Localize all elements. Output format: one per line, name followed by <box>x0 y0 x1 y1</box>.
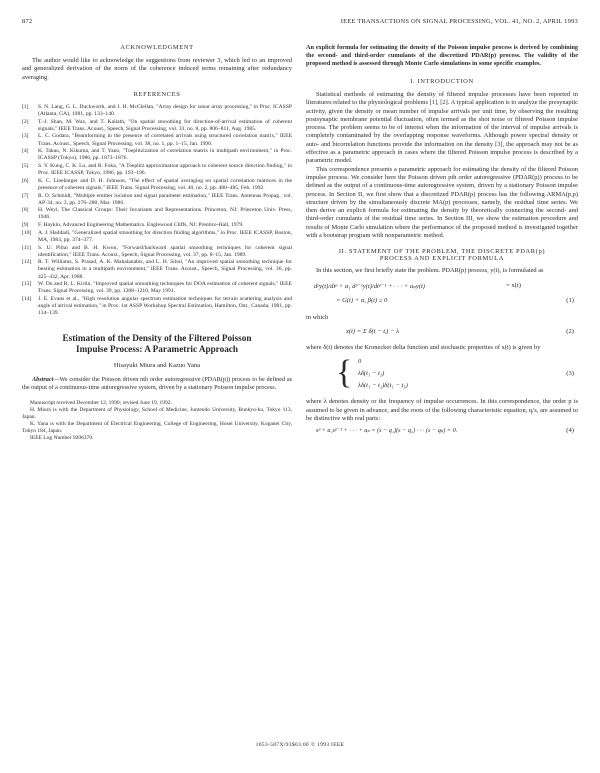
equation-1-lhs: dᵖy(t)/dtᵖ + a₁ dᵖ⁻¹y(t)/dtᵖ⁻¹ + · · · + aₚy(t) <box>314 282 425 290</box>
reference-text: R. O. Schmidt, "Multiple emitter location and signal parameter estimation," IEEE Trans. Antennas Propag., vol. AP-34, no. 3, pp. 276–280, Mar. 1986. <box>38 192 292 206</box>
equation-2-number: (2) <box>566 327 574 335</box>
paper-title-line: Impulse Process: A Parametric Approach <box>76 344 238 355</box>
reference-number: [11] <box>22 244 32 251</box>
page-number: 872 <box>22 18 33 25</box>
reference-item <box>22 163 292 177</box>
equation-4 <box>306 426 578 438</box>
reference-number: [5] <box>22 163 29 170</box>
reference-item <box>22 222 292 229</box>
equation-3-case: 0 <box>358 358 362 366</box>
footnotes <box>22 400 292 442</box>
equation-1-line2: = G(t) + α, β(t) ≥ 0 <box>336 296 388 304</box>
footnote: K. Yana is with the Department of Electrical Engineering, College of Engineering, Hosei University, Koganei City, Tokyo 184, Japan. <box>22 421 292 435</box>
reference-text: S. Y. Kung, C. K. Lo, and R. Foka, "A Toeplitz approximation approach to coherent source direction finding," in Proc. IEEE ICASSP, Tokyo, 1986, pp. 193–196. <box>38 163 292 177</box>
reference-number: [7] <box>22 192 29 199</box>
introduction-heading: I. INTRODUCTION <box>410 78 474 85</box>
intro-paragraph: This correspondence presents a parametric approach for estimating the density of the filtered Poisson impulse process. We consider here the Poisson driven pth order autoregressive (PDAR(p)) process to be defined as the output of a continuous-time autoregressive system, driven by a stationary Poisson impulse process. In Section II, we first show that a discretized PDAR(p) process has the following ARMA(p,p) structure driven by the simultaneously discrete MA(p) processes, namely, the residual time series. We then derive an explicit formula for estimating the density by theoretically connecting the second- and third-order cumulants of the residual time series. In Section III, we show the estimation procedure and results of Monte Carlo simulation where the performance of the proposed method is investigated together with a bootstrap program with nonparametric method. <box>306 165 578 240</box>
reference-item <box>22 281 292 295</box>
abstract-continued: An explicit formula for estimating the density of the Poisson impulse process is derived by combining the second- and third-order cumulants of the discretized PDAR(p) process. The validity of the proposed method is assessed through Monte Carlo simulations in some specific examples. <box>306 44 578 67</box>
section2-heading-line: PROCESS AND EXPLICIT FORMULA <box>379 255 505 263</box>
reference-text: H. Weyl, The Classical Groups: Their Invariants and Representations. Princeton, NJ: Princeton Univ. Press, 1946. <box>38 207 292 221</box>
equation-4-number: (4) <box>566 427 574 435</box>
cases-brace-icon: { <box>336 354 353 392</box>
acknowledgment-text: The author would like to acknowledge the suggestions from reviewer 3, which led to an improved and generalized derivation of the norm of the coherence induced terms remaining after redundancy averaging. <box>22 57 292 81</box>
paper-title-line: Estimation of the Density of the Filtered Poisson <box>62 333 252 344</box>
footnote: IEEE Log Number 9206370. <box>30 435 94 442</box>
equation-1 <box>306 280 578 310</box>
equation-3-case: λδ(t₁ − t₂)δ(t₁ − t₃) <box>358 382 408 390</box>
reference-item <box>22 230 292 244</box>
reference-item <box>22 148 292 162</box>
reference-text: S. U. Pillai and B. H. Kwon, "Forward/backward spatial smoothing techniques for coherent signal identification," IEEE Trans. Acoust., Speech, Signal Processing, vol. 37, pp. 8–15, Jan. 1989. <box>38 244 292 258</box>
reference-text: R. T. Williams, S. Prasad, A. K. Mahalanabis, and L. H. Sibul, "An improved spatial smoothing technique for bearing estimation in a multipath environment," IEEE Trans. Acoust., Speech, Signal Processing, vol. 36, pp. 425–432, Apr. 1988. <box>38 259 292 280</box>
equation-2-body: x(t) = Σ δ(t − tᵢ) − λ <box>346 327 399 335</box>
reference-number: [13] <box>22 281 32 288</box>
copyright-line: 1053-587X/93$03.00 © 1993 IEEE <box>255 742 345 748</box>
reference-text: A. J. Haddadi, "Generalized spatial smoothing for direction finding algorithms," in Proc. IEEE ICASSP, Boston, MA, 1983, pp. 374–377. <box>38 229 292 243</box>
abstract-label: Abstract <box>32 376 54 384</box>
abstract-text: We consider the Poisson driven nth order autoregressive (PDAR(p)) process to be defined as the output of a continuous-time autoregressive system, driven by a stationary Poisson impulse process. <box>22 376 292 392</box>
reference-number: [8] <box>22 207 29 214</box>
section2-heading <box>306 248 578 262</box>
reference-number: [9] <box>22 222 29 229</box>
reference-number: [1] <box>22 103 29 110</box>
reference-item <box>22 133 292 147</box>
in-which-text: in which <box>306 313 329 321</box>
right-column <box>306 44 578 442</box>
reference-item <box>22 259 292 280</box>
references-heading: REFERENCES <box>133 90 181 98</box>
acknowledgment-heading: ACKNOWLEDGMENT <box>120 44 194 51</box>
reference-text: K. Takao, N. Kikuma, and T. Yano, "Toeplitzization of correlation matrix in multipath environment," in Proc. ICASSP (Tokyo), 1986, pp. 1873–1876. <box>38 148 292 162</box>
equation-1-rhs: = x(t) <box>506 281 521 289</box>
reference-item <box>22 245 292 259</box>
reference-item <box>22 104 292 118</box>
reference-list <box>22 104 292 317</box>
reference-number: [6] <box>22 177 29 184</box>
section2-paragraph: where λ denotes density or the frequency of impulse occurrences. In this correspondence, the order p is assumed to be given in advance, and the roots of the following characteristic equation, qᵢ's, are assumed to be distinctive with real parts: <box>306 398 578 422</box>
intro-paragraph: Statistical methods of estimating the density of filtered impulse processes have been reported in literatures related to the physiological problems [1], [2]. A typical application is to analyze the presynaptic activity, given the density or mean number of impulse arrivals per unit time, by observing the resulting postsynaptic membrane potential fluctuation, often termed as the shot noise or filtered Poisson impulse process. The problem seems to be of interest when the information of the interval of impulse arrivals is completely contaminated by the overlapping response waveforms. Although power spectral density or auto- and bicorrelation functions provide the information on the density [3], the approach may not be as effective as a parametric approach in cases where the filtered Poisson impulse process is described by a parametric model. <box>306 91 578 165</box>
reference-text: J. E. Evans et al., "High resolution angular spectrum estimation techniques for terrain scattering analysis and angle of arrival estimation," in Proc. 1st ASSP Workshop Spectral Estimation, Hamilton, Ont., Canada, 1981, pp. 134–139. <box>38 296 292 317</box>
authors: Hisayuki Miura and Kazuo Yana <box>113 362 201 370</box>
section2-heading-line: II. STATEMENT OF THE PROBLEM, THE DISCRETE PDAR(p) <box>338 248 546 256</box>
reference-item <box>22 296 292 317</box>
footnote: Manuscript received December 12, 1990; revised June 19, 1992. <box>30 400 172 407</box>
reference-text: F. Haykin, Advanced Engineering Mathematics. Englewood Cliffs, NJ: Prentice-Hall, 1979. <box>38 222 244 229</box>
reference-text: S. N. Lang, G. L. Duckworth, and J. H. McClellan, "Array design for sonar array processing," in Proc. ICASSP (Atlanta, GA), 1981, pp. 133–140. <box>38 103 292 117</box>
equation-3-number: (3) <box>566 370 574 378</box>
equation-4-body: sᵖ + a₁sᵖ⁻¹ + · · · + aₚ = (s − q₁)(s − q₂) · · · (s − qₚ) = 0. <box>316 427 458 435</box>
equation-1-number: (1) <box>566 296 574 304</box>
reference-item <box>22 193 292 207</box>
reference-text: K. C. Linebarger and D. H. Johnson, "The effect of spatial averaging on spatial correlation matrices in the presence of coherent signals," IEEE Trans. Signal Processing, vol. 40, no. 2, pp. 480–485, Feb. 1992. <box>38 177 292 191</box>
equation-2 <box>306 326 578 340</box>
reference-text: T.-J. Shan, M. Wax, and T. Kailath, "On spatial smoothing for direction-of-arrival estimation of coherent signals," IEEE Trans. Acoust., Speech, Signal Processing, vol. 33, no. 8, pp. 806–811, Aug. 1985. <box>38 118 292 132</box>
reference-item <box>22 178 292 192</box>
reference-number: [3] <box>22 133 29 140</box>
reference-item <box>22 119 292 133</box>
reference-number: [4] <box>22 148 29 155</box>
reference-number: [2] <box>22 118 29 125</box>
reference-text: L. C. Godara, "Beamforming in the presence of correlated arrivals using structured correlation matrix," IEEE Trans. Acoust., Speech, Signal Processing, vol. 38, no. 1, pp. 1–15, Jan. 1990. <box>38 133 292 147</box>
paper-title <box>22 333 292 355</box>
equation-3 <box>306 356 578 394</box>
reference-number: [10] <box>22 229 32 236</box>
abstract: Abstract—We consider the Poisson driven nth order autoregressive (PDAR(p)) process to be defined as the output of a continuous-time autoregressive system, driven by a stationary Poisson impulse process. <box>22 376 292 392</box>
section2-paragraph: In this section, we first briefly state the problem. PDAR(p) process, y(t), is formulated as <box>316 267 544 275</box>
footnote: H. Miura is with the Department of Physiology, School of Medicine, Juntendo University, Bunkyo-ku, Tokyo 113, Japan. <box>22 407 292 421</box>
reference-number: [14] <box>22 296 32 303</box>
reference-number: [12] <box>22 259 32 266</box>
equation-3-case: λδ(t₁ − t₂) <box>358 370 385 378</box>
left-column <box>22 44 292 442</box>
reference-item <box>22 207 292 221</box>
running-head: IEEE TRANSACTIONS ON SIGNAL PROCESSING, VOL. 41, NO. 2, APRIL 1993 <box>340 18 578 25</box>
reference-text: W. Du and R. L. Kirlin, "Improved spatial smoothing techniques for DOA estimation of coherent signals," IEEE Trans. Signal Processing, vol. 39, pp. 1208–1210, May 1991. <box>38 281 292 295</box>
section2-paragraph: where δ(t) denotes the Kronecker delta function and stochastic properties of x(t) is given by <box>306 343 541 351</box>
